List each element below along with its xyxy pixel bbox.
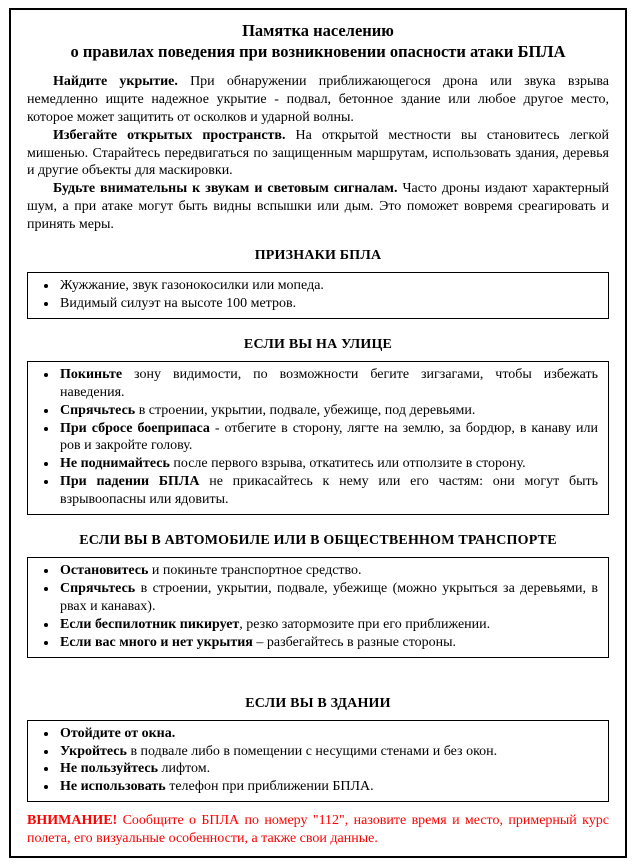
item-lead: Отойдите от окна. [60, 725, 176, 741]
item-text: Жужжание, звук газонокосилки или мопеда. [60, 278, 324, 294]
item-text: , резко затормозите при его приближении. [239, 616, 491, 632]
item-lead: Спрячьтесь [60, 581, 136, 596]
item-text: Видимый силуэт на высоте 100 метров. [60, 295, 297, 311]
list-item [58, 760, 598, 778]
list-item [58, 580, 598, 616]
item-lead: Не использовать [60, 779, 166, 795]
intro-paragraph [27, 127, 609, 181]
item-lead: Не пользуйтесь [60, 761, 159, 777]
item-lead: Спрячьтесь [60, 402, 136, 418]
item-text: в подвале либо в помещении с несущими стенами и без окон. [126, 743, 498, 759]
list-item [58, 473, 598, 509]
title-line-1: Памятка населению [242, 21, 394, 40]
list-item [58, 295, 598, 313]
paragraph-lead: Найдите укрытие. [53, 73, 178, 89]
bullet-list [32, 366, 598, 509]
list-item [58, 402, 598, 420]
section-box-signs [27, 272, 609, 319]
item-lead: Укройтесь [60, 743, 127, 759]
warning-label: ВНИМАНИЕ! [27, 813, 118, 829]
item-lead: Если вас много и нет укрытия [60, 634, 253, 650]
paragraph-text: Часто дроны издают характерный шум, а при атаке могут быть видны вспышки или дым. Это поможет вовремя среагировать и принять меры. [27, 181, 609, 233]
warning-footer [27, 812, 609, 848]
item-lead: Остановитесь [60, 563, 149, 579]
list-item [58, 616, 598, 634]
item-text: в строении, укрытии, подвале, убежище, под деревьями. [135, 402, 476, 418]
item-text: лифтом. [158, 761, 211, 777]
page-border-frame [9, 8, 627, 858]
bullet-list [32, 277, 598, 313]
section-box-transport [27, 557, 609, 658]
item-lead: При сбросе боеприпаса [60, 420, 210, 436]
list-item [58, 366, 598, 402]
paragraph-text: На открытой местности вы становитесь легкой мишенью. Старайтесь передвигаться по защищенным маршрутам, использовать здания, деревья и другие объекты для маскировки. [27, 127, 609, 179]
list-item [58, 562, 598, 580]
item-lead: Не поднимайтесь [60, 456, 170, 472]
title-line-2: о правилах поведения при возникновении опасности атаки БПЛА [70, 42, 566, 62]
item-lead: Если беспилотник пикирует [60, 616, 240, 632]
list-item [58, 725, 598, 743]
section-heading-building: ЕСЛИ ВЫ В ЗДАНИИ [245, 695, 391, 711]
list-item [58, 778, 598, 796]
section-box-street [27, 361, 609, 515]
paragraph-lead: Будьте внимательны к звукам и световым сигналам. [53, 181, 398, 197]
list-item [58, 743, 598, 761]
item-text: не прикасайтесь к нему или его частям: они могут быть взрывоопасны или ядовиты. [60, 474, 598, 508]
section-heading-street: ЕСЛИ ВЫ НА УЛИЦЕ [243, 336, 393, 352]
item-text: и покиньте транспортное средство. [148, 563, 362, 579]
list-item [58, 420, 598, 456]
bullet-list [32, 562, 598, 652]
item-text: в строении, укрытии, подвале, убежище (можно укрыться за деревьями, в рвах и канавах). [60, 581, 598, 614]
list-item [58, 277, 598, 295]
warning-text: Сообщите о БПЛА по номеру "112", назовите время и место, примерный курс полета, его визуальные особенности, а также свои данные. [27, 813, 609, 847]
list-item [58, 634, 598, 652]
item-text: после первого взрыва, откатитесь или отползите в сторону. [169, 456, 526, 472]
paragraph-text: При обнаружении приближающегося дрона или звука взрыва немедленно ищите надежное укрытие - подвал, бетонное здание или любое другое место, которое может защитить от осколков и ударной волны. [27, 73, 610, 125]
item-text: телефон при приближении БПЛА. [165, 779, 374, 795]
intro-paragraph [27, 73, 609, 127]
bullet-list [32, 725, 598, 797]
section-heading-transport: ЕСЛИ ВЫ В АВТОМОБИЛЕ ИЛИ В ОБЩЕСТВЕННОМ ТРАНСПОРТЕ [79, 533, 557, 549]
item-lead: Покиньте [60, 366, 123, 382]
list-item [58, 455, 598, 473]
item-text: - отбегите в сторону, лягте на землю, за бордюр, в канаву или ров и закройте голову. [60, 420, 598, 454]
page-title [27, 20, 609, 63]
item-text: – разбегайтесь в разные стороны. [252, 634, 457, 650]
item-text: зону видимости, по возможности бегите зигзагами, чтобы избежать наведения. [60, 366, 598, 400]
paragraph-lead: Избегайте открытых пространств. [53, 127, 286, 143]
section-heading-signs: ПРИЗНАКИ БПЛА [254, 248, 382, 264]
item-lead: При падении БПЛА [60, 474, 200, 490]
section-box-building [27, 720, 609, 803]
intro-paragraph [27, 180, 609, 234]
